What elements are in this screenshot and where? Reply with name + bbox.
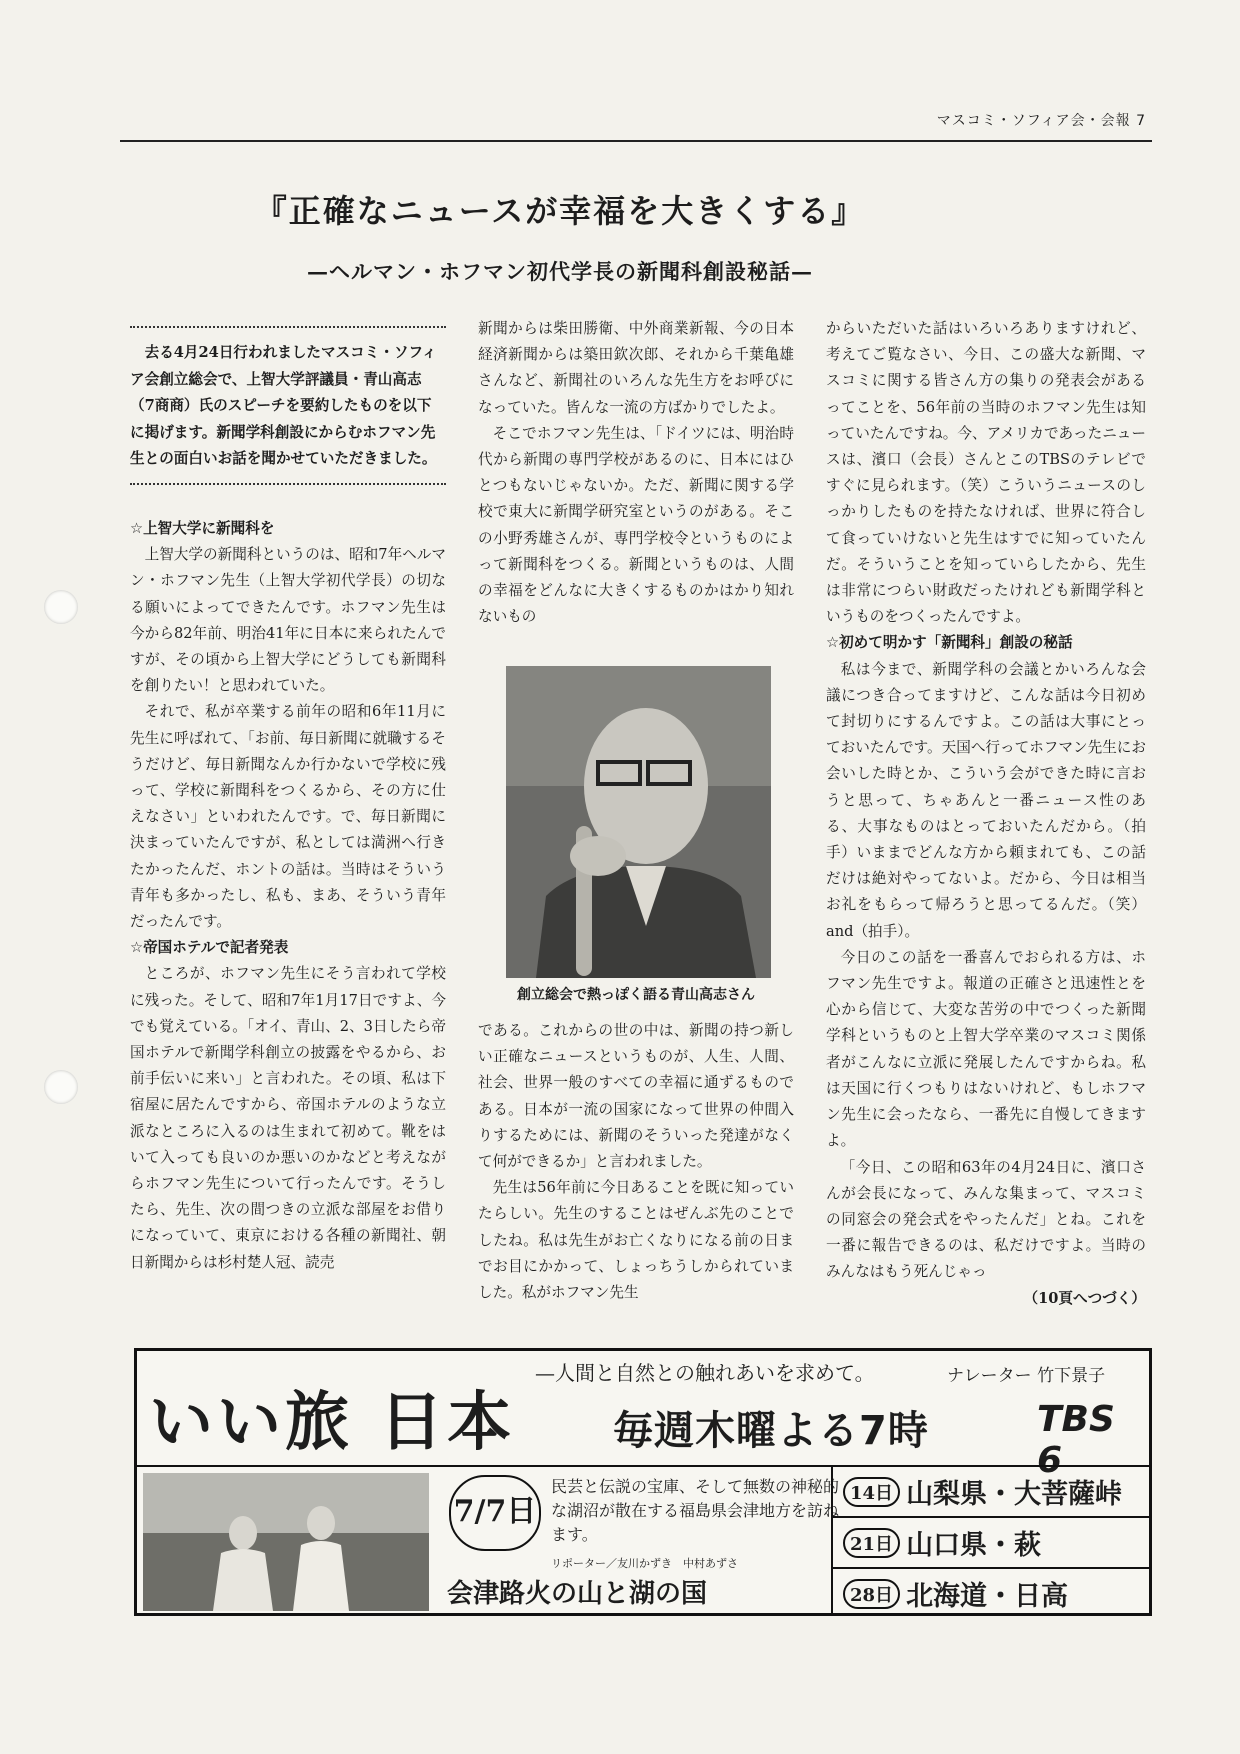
ad-photo-drawing [143,1473,429,1611]
upcoming-day: 28日 [843,1579,900,1609]
ad-episode-panel [137,1465,1149,1615]
punch-hole-top [44,590,78,624]
paragraph-5: そこでホフマン先生は、「ドイツには、明治時代から新聞の専門学校があるのに、日本にはひとつもないじゃないか。ただ、新聞に関する学校で東大に新聞学研究室というのがある。そこの小野秀雄さんが、専門学校令というものによって新聞科をつくる。新聞というものは、人間の幸福をどんなに大きくするものかはかり知れないもの [478,424,794,626]
column-2-lower [478,1018,794,1306]
ad-reporters: リポーター／友川かずき 中村あずさ [551,1557,738,1570]
section-heading-3: ☆初めて明かす「新聞科」創設の秘話 [826,634,1073,652]
ad-schedule: 毎週木曜よる7時 [613,1408,929,1454]
tv-advertisement [134,1348,1152,1616]
section-heading-2: ☆帝国ホテルで記者発表 [130,939,289,957]
column-3 [826,316,1146,1312]
running-head-text: マスコミ・ソフィア会・会報 7 [936,113,1146,129]
paragraph-11: 「今日、この昭和63年の4月24日に、濱口さんが会長になって、みんな集まって、マスコミの同窓会の発会式をやったんだ」とね。これを一番に報告できるのは、私だけですよ。当時のみんなはもう死んじゃっ [826,1158,1146,1281]
upcoming-item [833,1569,1151,1618]
section-heading-1: ☆上智大学に新聞科を [130,520,275,537]
paragraph-2: それで、私が卒業する前年の昭和6年11月に先生に呼ばれて、「お前、毎日新聞に就職するそうだけど、毎日新聞なんか行かないで学校に残って、学校に新聞科をつくるから、その方に仕えなさい」といわれたんです。で、毎日新聞に決まっていたんですが、私としては満洲へ行きたかったんだ、ホントの話は。当時はそういう青年も多かったし、私も、まあ、そういう青年だったんです。 [130,703,446,931]
paragraph-7: 先生は56年前に今日あることを既に知っていたらしい。先生のすることはぜんぶ先のことでしたね。私は先生がお亡くなりになる前の日までお目にかかって、しょっちうしかられていました。私がホフマン先生 [478,1179,794,1302]
ad-photo [143,1473,429,1611]
speaker-photo-drawing [506,666,771,978]
upcoming-day: 14日 [843,1477,900,1507]
paragraph-4: 新聞からは柴田勝衛、中外商業新報、今の日本経済新聞からは築田欽次郎、それから千葉亀雄さんなど、新聞社のいろんな先生方をお呼びになっていた。皆んな一流の方ばかりでしたよ。 [478,320,794,416]
photo-caption: 創立総会で熱っぽく語る青山高志さん [517,987,755,1003]
column-1 [130,516,446,1276]
ad-episode-description: 民芸と伝説の宝庫、そして無数の神秘的な湖沼が散在する福島県会津地方を訪ねます。 [551,1477,840,1544]
ad-tagline: —人間と自然との触れあいを求めて。 [535,1361,875,1385]
upcoming-item [833,1467,1151,1518]
paragraph-1: 上智大学の新聞科というのは、昭和7年ヘルマン・ホフマン先生（上智大学初代学長）の切なる願いによってできたんです。ホフマン先生は今から82年前、明治41年に日本に来られたんですが、その頃から上智大学にどうしても新聞科を創りたい！と思われていた。 [130,546,446,695]
paragraph-8: からいただいた話はいろいろありますけれど、考えてご覧なさい、今日、この盛大な新聞、マスコミに関する皆さん方の集りの発表会があるってことを、56年前の当時のホフマン先生は知っていたんですね。今、アメリカであったニュースは、濱口（会長）さんとこのTBSのテレビですぐに見られます。（笑）こういうニュースのしっかりしたものを持たなければ、世界に符合して食っていけないと先生はすでに知っていたんだ。そういうことを知っていらしたから、先生は非常につらい財政だったけれども新聞学科というものをつくったんですよ。 [826,320,1146,626]
ad-episode-title: 会津路火の山と湖の国 [447,1579,708,1609]
ad-brush-title: いい旅 日本 [149,1385,516,1460]
article-intro: 去る4月24日行われましたマスコミ・ソフィア会創立総会で、上智大学評議員・青山高志（7商商）氏のスピーチを要約したものを以下に掲げます。新聞学科創設にからむホフマン先生との面白いお話を聞かせていただきました。 [130,326,446,485]
speaker-photo [506,666,771,978]
paragraph-6: である。これからの世の中は、新聞の持つ新しい正確なニュースというものが、人生、人間、社会、世界一般のすべての幸福に通ずるものである。日本が一流の国家になって世界の仲間入りするためには、新聞のそういった発達がなくて何ができるか」と言われました。 [478,1022,794,1171]
paragraph-3: ところが、ホフマン先生にそう言われて学校に残った。そして、昭和7年1月17日ですよ、今でも覚えている。「オイ、青山、2、3日したら帝国ホテルで新聞学科創立の披露をやるから、お前手伝いに来い」と言われた。その頃、私は下宿屋に居たんですから、帝国ホテルのような立派なところに入るのは生まれて初めて。靴をはいて入っても良いのか悪いのかなどと考えながらホフマン先生について行ったんです。そうしたら、先生、次の間つきの立派な部屋をお借りになっていて、東京における各種の新聞社、朝日新聞からは杉村楚人冠、読売 [130,965,446,1271]
upcoming-day: 21日 [843,1528,900,1558]
article-title: 『正確なニュースが幸福を大きくする』 [254,192,866,230]
article-subtitle: —ヘルマン・ホフマン初代学長の新聞科創設秘話— [307,259,813,284]
running-header [120,104,1152,142]
ad-upcoming-list [831,1467,1151,1615]
punch-hole-bottom [44,1070,78,1104]
ad-narrator: ナレーター 竹下景子 [947,1366,1106,1386]
paragraph-9: 私は今まで、新聞学科の会議とかいろんな会議につき合ってますけど、こんな話は今日初めて封切りにするんですよ。この話は大事にとっておいたんです。天国へ行ってホフマン先生にお会いした時とか、こういう会ができた時に言おうと思って、ちゃあんと一番ニュース性のある、大事なものはとっておいたんだから。（拍手）いままでどんな方から頼まれても、この話だけは絶対やってないよ。だから、今日は相当お礼をもらって帰ろうと思ってるんだ。（笑）and（拍手）。 [826,660,1146,940]
column-2 [478,316,794,630]
ad-episode-date: 7/7日 [449,1475,541,1551]
tbs-logo: TBS 6 [1037,1399,1115,1481]
upcoming-place: 山梨県・大菩薩峠 [906,1479,1123,1510]
upcoming-place: 山口県・萩 [906,1530,1042,1561]
upcoming-item [833,1518,1151,1569]
continued-note: （10頁へつづく） [1023,1289,1146,1307]
upcoming-place: 北海道・日高 [906,1581,1069,1612]
paragraph-10: 今日のこの話を一番喜んでおられる方は、ホフマン先生ですよ。報道の正確さと迅速性とを心から信じて、大変な苦労の中でつくった新聞学科というものと上智大学卒業のマスコミ関係者がこんなに立派に発展したんですからね。私は天国に行くつもりはないけれど、もしホフマン先生に会ったなら、一番先に自慢してきますよ。 [826,948,1146,1150]
